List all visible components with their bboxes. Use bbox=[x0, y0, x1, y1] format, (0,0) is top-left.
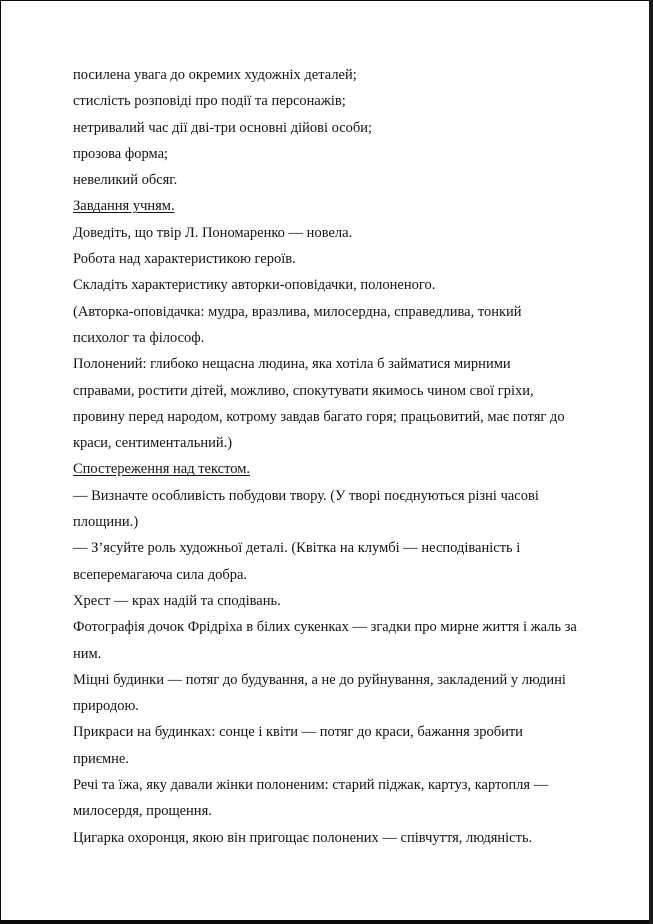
text-line: Полонений: глибоко нещасна людина, яка хотіла б займатися мирними bbox=[73, 356, 511, 373]
text-line: Складіть характеристику авторки-оповідачки, полоненого. bbox=[73, 277, 436, 294]
text-line: прозова форма; bbox=[73, 145, 169, 162]
text-line: милосердя, прощення. bbox=[73, 803, 212, 820]
text-line: Речі та їжа, яку давали жінки полоненим: старий піджак, картуз, картопля — bbox=[73, 777, 549, 794]
text-line: провину перед народом, котрому завдав багато горя; працьовитий, має потяг до bbox=[73, 408, 565, 425]
text-line: Прикраси на будинках: сонце і квіти — потяг до краси, бажання зробити bbox=[73, 724, 523, 741]
text-line: справами, ростити дітей, можливо, спокутувати якимось чином свої гріхи, bbox=[73, 382, 534, 399]
text-line: (Авторка-оповідачка: мудра, вразлива, милосердна, справедлива, тонкий bbox=[73, 303, 522, 320]
text-line: природою. bbox=[73, 698, 139, 715]
text-line: нетривалий час дії дві-три основні дійові особи; bbox=[73, 119, 373, 136]
text-line: Доведіть, що твір Л. Пономаренко — новела. bbox=[73, 224, 353, 241]
text-line: всеперемагаюча сила добра. bbox=[73, 566, 248, 583]
text-line: Фотографія дочок Фрідріха в білих сукенках — згадки про мирне життя і жаль за bbox=[73, 619, 577, 636]
document-page bbox=[1, 1, 649, 920]
text-line: Хрест — крах надій та сподівань. bbox=[73, 592, 281, 609]
text-line: Міцні будинки — потяг до будування, а не до руйнування, закладений у людині bbox=[73, 671, 566, 688]
section-heading-text: Спостереження над текстом. bbox=[73, 461, 251, 478]
section-heading-observation bbox=[73, 459, 613, 485]
text-line: краси, сентиментальний.) bbox=[73, 435, 233, 452]
text-line: Робота над характеристикою героїв. bbox=[73, 251, 296, 268]
section-heading-tasks bbox=[73, 196, 613, 222]
text-line: — З’ясуйте роль художньої деталі. (Квітка на клумбі — несподіваність і bbox=[73, 540, 521, 557]
text-line: Цигарка охоронця, якою він пригощає полонених — співчуття, людяність. bbox=[73, 829, 533, 846]
text-line: приємне. bbox=[73, 750, 129, 767]
document-body bbox=[73, 65, 613, 854]
text-line: посилена увага до окремих художніх деталей; bbox=[73, 67, 357, 83]
text-line: ним. bbox=[73, 645, 102, 662]
text-line: психолог та філософ. bbox=[73, 329, 205, 346]
text-line: — Визначте особливість побудови твору. (У творі поєднуються різні часові bbox=[73, 487, 539, 504]
text-line: площини.) bbox=[73, 514, 139, 531]
text-line: невеликий обсяг. bbox=[73, 172, 178, 189]
window-edge bbox=[649, 0, 653, 924]
section-heading-text: Завдання учням. bbox=[73, 198, 175, 215]
text-line: стислість розповіді про події та персонажів; bbox=[73, 93, 346, 110]
